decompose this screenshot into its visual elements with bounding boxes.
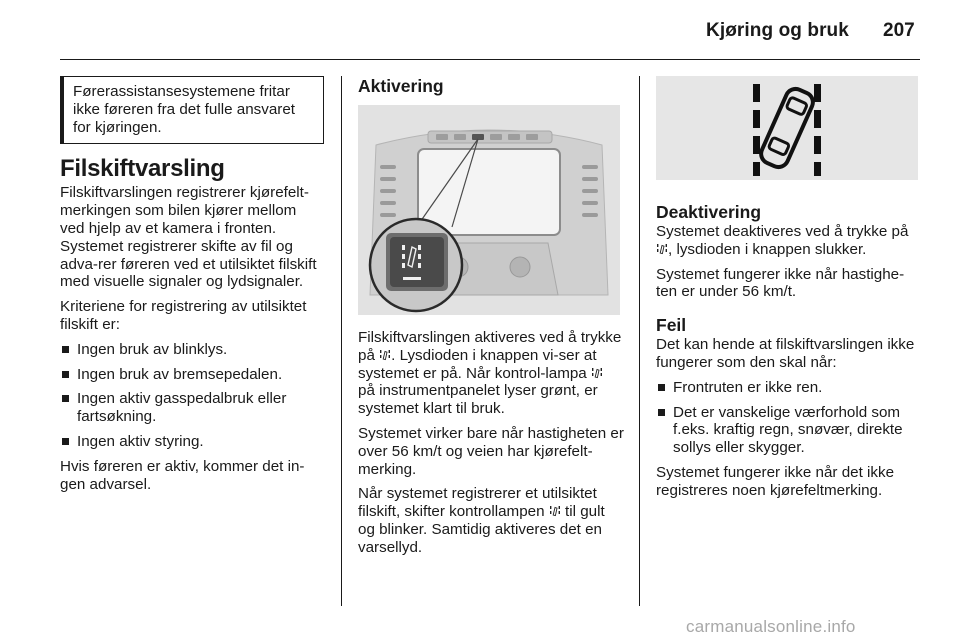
fault-intro: Det kan hende at filskiftvarslingen ikke fungerer som den skal når: [656, 336, 915, 371]
lane-departure-icon [380, 349, 390, 362]
lane-departure-icon [592, 367, 602, 380]
left-column [60, 76, 324, 500]
heading-aktivering: Aktivering [358, 76, 444, 96]
section-title: Kjøring og bruk [706, 20, 849, 41]
activation-paragraph-1: Filskiftvarslingen aktiveres ved å trykke på . Lysdioden i knappen vi-ser at systemet er på. Når kontrol-lampa på instrumentpanelet lyser grønt, er systemet klart til bruk. [358, 329, 622, 418]
bullet-icon [658, 409, 665, 416]
activation-paragraph-2: Systemet virker bare når hastigheten er over 56 km/t og veien har kjørefelt-merking. [358, 424, 624, 478]
deactivation-paragraph-1: Systemet deaktiveres ved å trykke på , lysdioden i knappen slukker. [656, 223, 909, 258]
list-item: Ingen aktiv styring. [60, 433, 324, 451]
column-divider-right [639, 76, 640, 606]
header-divider [60, 59, 920, 60]
lane-departure-icon [657, 243, 667, 256]
section-heading-filskiftvarsling: Filskiftvarsling [60, 155, 225, 183]
bullet-icon [62, 346, 69, 353]
dashboard-illustration-svg [358, 105, 620, 315]
bullet-icon [658, 384, 665, 391]
bullet-icon [62, 371, 69, 378]
closing-paragraph: Hvis føreren er aktiv, kommer det in-gen advarsel. [60, 457, 305, 493]
list-item: Frontruten er ikke ren. [656, 379, 922, 397]
note-text: Førerassistansesystemene fritar ikke føreren fra det fulle ansvaret for kjøringen. [73, 83, 296, 136]
middle-column [358, 76, 624, 564]
list-item: Ingen bruk av bremsepedalen. [60, 366, 324, 384]
bullet-icon [62, 438, 69, 445]
page-number: 207 [883, 20, 915, 41]
activation-paragraph-3: Når systemet registrerer et utilsiktet filskift, skifter kontrollampen til gult og blinker. Samtidig aktiveres det en varsellyd. [358, 485, 605, 556]
heading-feil: Feil [656, 315, 687, 336]
list-item: Det er vanskelige værforhold som f.eks. kraftig regn, snøvær, direkte sollys eller skygger. [656, 404, 922, 457]
criteria-list [60, 341, 324, 451]
column-divider-left [341, 76, 342, 606]
dashboard-illustration [358, 105, 620, 315]
list-item: Ingen aktiv gasspedalbruk eller fartsøkning. [60, 390, 324, 426]
fault-list [656, 379, 922, 457]
fault-closing: Systemet fungerer ikke når det ikke registreres noen kjørefeltmerking. [656, 463, 895, 499]
list-item: Ingen bruk av blinklys. [60, 341, 324, 359]
note-box [60, 76, 324, 144]
lane-departure-icon [656, 76, 918, 180]
right-column [656, 76, 922, 507]
deactivation-paragraph-2: Systemet fungerer ikke når hastighe-ten er under 56 km/t. [656, 265, 905, 301]
heading-deaktivering: Deaktivering [656, 202, 762, 222]
criteria-intro: Kriteriene for registrering av utilsiktet filskift er: [60, 298, 307, 333]
bullet-icon [62, 395, 69, 402]
intro-paragraph: Filskiftvarslingen registrerer kjørefelt-merkingen som bilen kjører mellom ved hjelp av et kamera i fronten. Systemet registrerer skifte av fil og adva-rer føreren ved et utilsiktet filskift med visuelle signaler og lydsignaler. [60, 184, 317, 291]
lane-symbol-illustration [656, 76, 918, 180]
watermark: carmanualsonline.info [686, 617, 856, 636]
page-header [0, 0, 960, 60]
lane-departure-icon [550, 505, 560, 518]
